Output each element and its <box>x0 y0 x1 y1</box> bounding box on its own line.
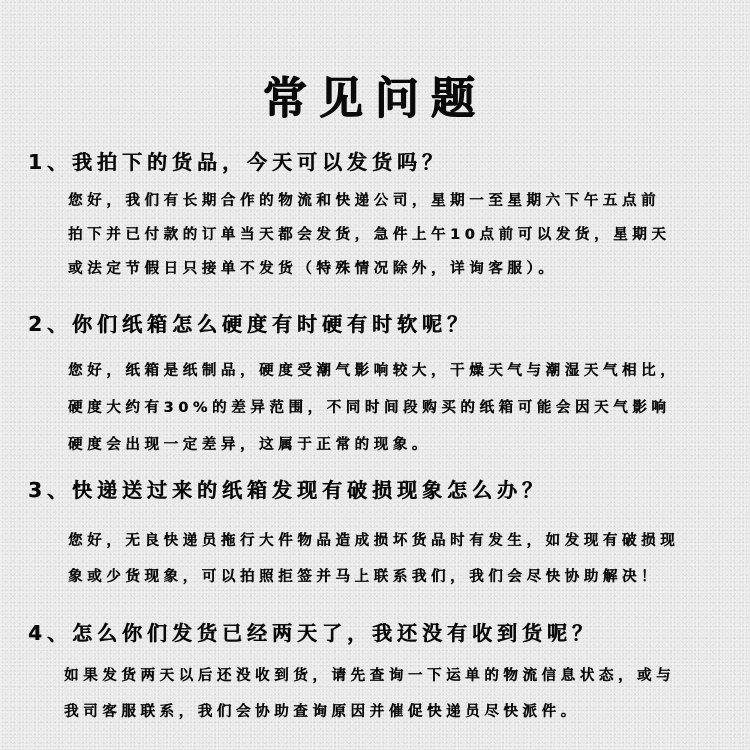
faq-answer-line: 您好，纸箱是纸制品，硬度受潮气影响较大，干燥天气与潮湿天气相比， <box>68 363 680 379</box>
faq-answer-line: 象或少货现象，可以拍照拒签并马上联系我们，我们会尽快协助解决！ <box>68 569 661 585</box>
faq-answer-line: 您好，无良快递员拖行大件物品造成损坏货品时有发生，如发现有破损现 <box>68 533 680 549</box>
page-title: 常见问题 <box>263 73 487 125</box>
faq-answer-line: 拍下并已付款的订单当天都会发货，急件上午10点前可以发货，星期天 <box>68 227 671 243</box>
faq-answer-line: 或法定节假日只接单不发货（特殊情况除外，详询客服）。 <box>68 261 558 277</box>
faq-question: 4、怎么你们发货已经两天了，我还没有收到货呢？ <box>28 621 597 645</box>
faq-answer-line: 硬度会出现一定差异，这属于正常的现象。 <box>68 437 431 453</box>
faq-question: 2、你们纸箱怎么硬度有时硬有时软呢？ <box>28 312 472 336</box>
faq-answer-line: 我司客服联系，我们会协助查询原因并催促快递员尽快派件。 <box>64 704 580 720</box>
faq-question: 1、我拍下的货品，今天可以发货吗？ <box>28 150 447 174</box>
faq-answer-line: 如果发货两天以后还没收到货，请先查询一下运单的物流信息状态，或与 <box>64 668 676 684</box>
faq-question: 3、快递送过来的纸箱发现有破损现象怎么办？ <box>28 478 547 502</box>
faq-answer-line: 您好，我们有长期合作的物流和快递公司，星期一至星期六下午五点前 <box>68 193 661 209</box>
faq-answer-line: 硬度大约有30%的差异范围，不同时间段购买的纸箱可能会因天气影响 <box>68 400 671 416</box>
